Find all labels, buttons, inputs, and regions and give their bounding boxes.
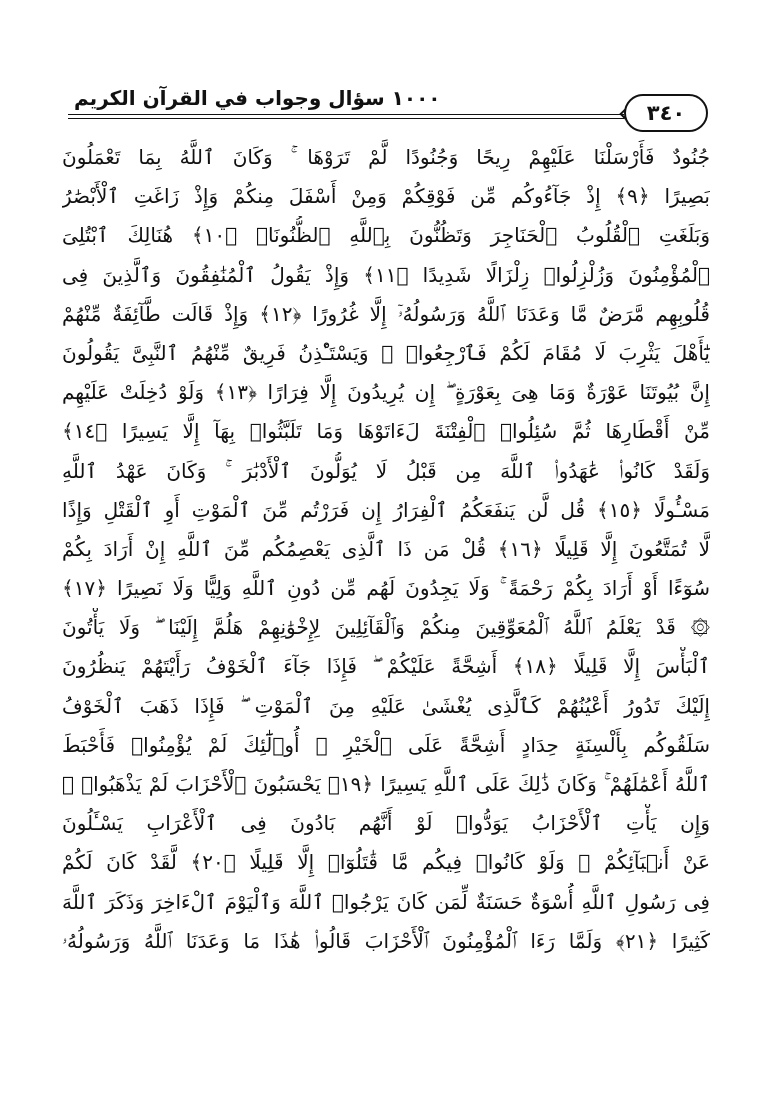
page-number: ٣٤٠ — [624, 94, 708, 132]
book-title: ١٠٠٠ سؤال وجواب في القرآن الكريم — [74, 86, 441, 110]
page-header — [68, 86, 712, 126]
text-line: ٱلْمُؤْمِنُونَ وَزُلْزِلُوا۟ زِلْزَالًا شَدِيدًا ﴿١١﴾ وَإِذْ يَقُولُ ٱلْمُنَٰفِقُونَ وَٱلَّذِينَ فِى — [62, 262, 710, 287]
quran-text-block — [62, 138, 710, 1000]
text-line: مِّنْ أَقْطَارِهَا ثُمَّ سُئِلُوا۟ ٱلْفِتْنَةَ لَءَاتَوْهَا وَمَا تَلَبَّثُوا۟ بِهَآ إِلَّا يَسِيرًا ﴿١٤﴾ — [62, 419, 710, 444]
header-rule-secondary — [68, 118, 624, 119]
text-line: جُنُودٌ فَأَرْسَلْنَا عَلَيْهِمْ رِيحًا وَجُنُودًا لَّمْ تَرَوْهَا ۚ وَكَانَ ٱللَّهُ بِمَا تَعْمَلُونَ — [62, 145, 710, 169]
text-line: وَلَقَدْ كَانُوا۟ عَٰهَدُوا۟ ٱللَّهَ مِن قَبْلُ لَا يُوَلُّونَ ٱلْأَدْبَٰرَ ۚ وَكَانَ عَهْدُ ٱللَّهِ — [62, 458, 710, 483]
text-line: مَسْـُٔولًا ﴿١٥﴾ قُل لَّن يَنفَعَكُمُ ٱلْفِرَارُ إِن فَرَرْتُم مِّنَ ٱلْمَوْتِ أَوِ ٱلْقَتْلِ وَإِذًا — [62, 497, 710, 522]
text-line: لَّا تُمَتَّعُونَ إِلَّا قَلِيلًا ﴿١٦﴾ قُلْ مَن ذَا ٱلَّذِى يَعْصِمُكُم مِّنَ ٱللَّهِ إِنْ أَرَادَ بِكُمْ — [62, 536, 710, 561]
text-line: وَإِن يَأْتِ ٱلْأَحْزَابُ يَوَدُّوا۟ لَوْ أَنَّهُم بَادُونَ فِى ٱلْأَعْرَابِ يَسْـَٔلُونَ — [62, 811, 710, 836]
text-line: ٱللَّهُ أَعْمَٰلَهُمْ ۚ وَكَانَ ذَٰلِكَ عَلَى ٱللَّهِ يَسِيرًا ﴿١٩﴾ يَحْسَبُونَ ٱلْأَحْزَابَ لَمْ يَذْهَبُوا۟ ۖ — [62, 772, 710, 796]
text-line: ٱلْبَأْسَ إِلَّا قَلِيلًا ﴿١٨﴾ أَشِحَّةً عَلَيْكُمْ ۖ فَإِذَا جَآءَ ٱلْخَوْفُ رَأَيْتَهُمْ يَنظُرُونَ — [62, 654, 710, 679]
text-line: عَنْ أَنۢبَآئِكُمْ ۖ وَلَوْ كَانُوا۟ فِيكُم مَّا قَٰتَلُوٓا۟ إِلَّا قَلِيلًا ﴿٢٠﴾ لَّقَدْ كَانَ لَكُمْ — [62, 850, 710, 875]
text-line: ۞ قَدْ يَعْلَمُ ٱللَّهُ ٱلْمُعَوِّقِينَ مِنكُمْ وَٱلْقَآئِلِينَ لِإِخْوَٰنِهِمْ هَلُمَّ إِلَيْنَا ۖ وَلَا يَأْتُونَ — [62, 615, 710, 640]
text-line — [62, 961, 710, 1000]
text-line: فِى رَسُولِ ٱللَّهِ أُسْوَةٌ حَسَنَةٌ لِّمَن كَانَ يَرْجُوا۟ ٱللَّهَ وَٱلْيَوْمَ ٱلْءَاخِرَ وَذَكَرَ ٱللَّهَ — [62, 889, 710, 914]
text-line: إِنَّ بُيُوتَنَا عَوْرَةٌ وَمَا هِىَ بِعَوْرَةٍ ۖ إِن يُرِيدُونَ إِلَّا فِرَارًا ﴿١٣﴾ وَلَوْ دُخِلَتْ عَلَيْهِم — [62, 380, 710, 405]
text-line: كَثِيرًا ﴿٢١﴾ وَلَمَّا رَءَا ٱلْمُؤْمِنُونَ ٱلْأَحْزَابَ قَالُوا۟ هَٰذَا مَا وَعَدَنَا ٱللَّهُ وَرَسُولُهُۥ — [62, 928, 710, 953]
text-line: وَبَلَغَتِ ٱلْقُلُوبُ ٱلْحَنَاجِرَ وَتَظُنُّونَ بِٱللَّهِ ٱلظُّنُونَا۠ ﴿١٠﴾ هُنَالِكَ ٱبْتُلِىَ — [62, 223, 710, 248]
text-line: يَٰٓأَهْلَ يَثْرِبَ لَا مُقَامَ لَكُمْ فَٱرْجِعُوا۟ ۚ وَيَسْتَـْٔذِنُ فَرِيقٌ مِّنْهُمُ ٱلنَّبِىَّ يَقُولُونَ — [62, 340, 710, 365]
text-line: بَصِيرًا ﴿٩﴾ إِذْ جَآءُوكُم مِّن فَوْقِكُمْ وَمِنْ أَسْفَلَ مِنكُمْ وَإِذْ زَاغَتِ ٱلْأَبْصَٰرُ — [62, 184, 710, 209]
text-line: سَلَقُوكُم بِأَلْسِنَةٍ حِدَادٍ أَشِحَّةً عَلَى ٱلْخَيْرِ ۚ أُو۟لَٰٓئِكَ لَمْ يُؤْمِنُوا۟ فَأَحْبَطَ — [62, 732, 710, 757]
header-rule — [68, 114, 624, 115]
text-line: إِلَيْكَ تَدُورُ أَعْيُنُهُمْ كَٱلَّذِى يُغْشَىٰ عَلَيْهِ مِنَ ٱلْمَوْتِ ۖ فَإِذَا ذَهَبَ ٱلْخَوْفُ — [62, 693, 710, 718]
text-line: سُوٓءًا أَوْ أَرَادَ بِكُمْ رَحْمَةً ۚ وَلَا يَجِدُونَ لَهُم مِّن دُونِ ٱللَّهِ وَلِيًّا وَلَا نَصِيرًا ﴿١٧﴾ — [62, 576, 710, 601]
text-line: قُلُوبِهِم مَّرَضٌ مَّا وَعَدَنَا ٱللَّهُ وَرَسُولُهُۥٓ إِلَّا غُرُورًا ﴿١٢﴾ وَإِذْ قَالَت طَّآئِفَةٌ مِّنْهُمْ — [62, 301, 710, 326]
